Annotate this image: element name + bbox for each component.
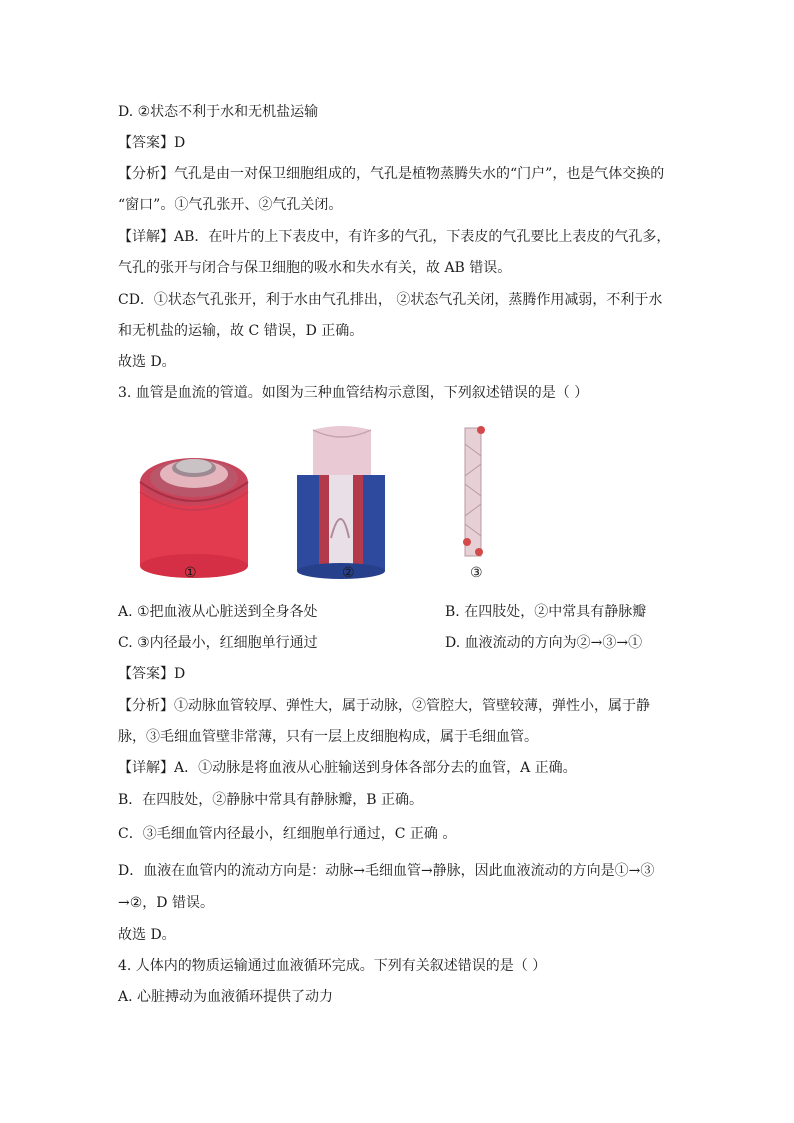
artery-illustration — [140, 458, 248, 578]
q3-stem: 3. 血管是血流的管道。如图为三种血管结构示意图，下列叙述错误的是（ ） — [118, 385, 589, 401]
q3-detail-3: C．③毛细血管内径最小，红细胞单行通过，C 正确 。 — [118, 826, 457, 842]
q3-choose: 故选 D。 — [118, 927, 176, 943]
label-capillary: ③ — [470, 565, 483, 581]
q3-option-c: C. ③内径最小，红细胞单行通过 — [118, 635, 318, 651]
prev-detail-1: 【详解】AB．在叶片的上下表皮中，有许多的气孔，下表皮的气孔要比上表皮的气孔多， — [118, 229, 671, 245]
q4-stem: 4. 人体内的物质运输通过血液循环完成。下列有关叙述错误的是（ ） — [118, 958, 547, 974]
q3-analysis-1: 【分析】①动脉血管较厚、弹性大，属于动脉，②管腔大，管壁较薄，弹性小，属于静 — [118, 698, 650, 714]
prev-detail-4: 和无机盐的运输，故 C 错误，D 正确。 — [118, 323, 364, 339]
capillary-illustration — [463, 426, 485, 556]
prev-answer: 【答案】D — [118, 135, 186, 151]
q3-option-d: D. 血液流动的方向为②→③→① — [445, 635, 643, 651]
prev-analysis-1: 【分析】气孔是由一对保卫细胞组成的，气孔是植物蒸腾失水的“门户”，也是气体交换的 — [118, 166, 665, 182]
prev-detail-2: 气孔的张开与闭合与保卫细胞的吸水和失水有关，故 AB 错误。 — [118, 260, 512, 276]
q3-detail-2: B．在四肢处，②静脉中常具有静脉瓣，B 正确。 — [118, 792, 424, 808]
q3-detail-4: D．血液在血管内的流动方向是：动脉→毛细血管→静脉，因此血液流动的方向是①→③ — [118, 863, 655, 879]
prev-analysis-2: “窗口”。①气孔张开、②气孔关闭。 — [118, 197, 343, 213]
prev-detail-3: CD．①状态气孔张开，利于水由气孔排出， ②状态气孔关闭，蒸腾作用减弱，不利于水 — [118, 292, 663, 308]
q4-option-a: A. 心脏搏动为血液循环提供了动力 — [118, 989, 334, 1005]
q3-answer: 【答案】D — [118, 666, 186, 682]
q3-detail-1: 【详解】A．①动脉是将血液从心脏输送到身体各部分去的血管，A 正确。 — [118, 760, 577, 776]
prev-option-d: D. ②状态不利于水和无机盐运输 — [118, 104, 319, 120]
prev-choose: 故选 D。 — [118, 354, 176, 370]
label-vein: ② — [342, 565, 355, 581]
q3-option-b: B. 在四肢处，②中常具有静脉瓣 — [445, 604, 647, 620]
q3-option-a: A. ①把血液从心脏送到全身各处 — [118, 604, 318, 620]
vein-illustration — [297, 426, 385, 579]
q3-analysis-2: 脉，③毛细血管壁非常薄，只有一层上皮细胞构成，属于毛细血管。 — [118, 729, 538, 745]
label-artery: ① — [184, 565, 197, 581]
q3-detail-5: →②，D 错误。 — [118, 895, 214, 911]
